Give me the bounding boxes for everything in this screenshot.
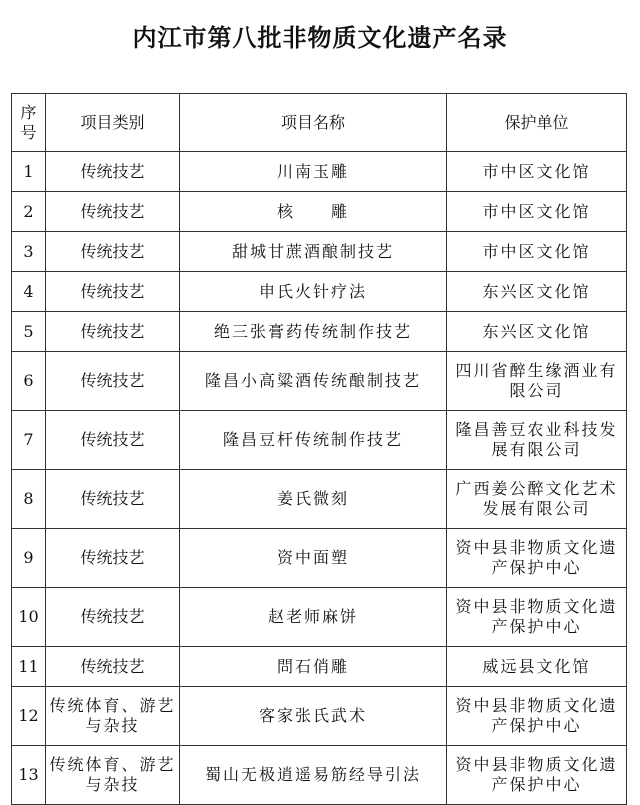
- row-category: 传统技艺: [46, 470, 180, 529]
- row-unit: 市中区文化馆: [447, 152, 627, 192]
- row-category: 传统技艺: [46, 232, 180, 272]
- row-no: 7: [12, 411, 46, 470]
- row-name: 川南玉雕: [180, 152, 447, 192]
- row-unit: 隆昌善豆农业科技发展有限公司: [447, 411, 627, 470]
- row-no: 6: [12, 352, 46, 411]
- row-unit: 广西姜公醉文化艺术发展有限公司: [447, 470, 627, 529]
- row-no: 9: [12, 529, 46, 588]
- row-category: 传统技艺: [46, 192, 180, 232]
- table-row: [12, 588, 627, 647]
- header-no: 序号: [12, 94, 46, 152]
- header-category: 项目类别: [46, 94, 180, 152]
- row-name: 蜀山无极逍遥易筋经导引法: [180, 746, 447, 805]
- header-name: 项目名称: [180, 94, 447, 152]
- row-unit: 东兴区文化馆: [447, 272, 627, 312]
- row-unit: 四川省醉生缘酒业有限公司: [447, 352, 627, 411]
- row-name: 申氏火针疗法: [180, 272, 447, 312]
- row-name: 隆昌豆杆传统制作技艺: [180, 411, 447, 470]
- table-row: [12, 192, 627, 232]
- row-unit: 资中县非物质文化遗产保护中心: [447, 588, 627, 647]
- row-unit: 威远县文化馆: [447, 647, 627, 687]
- document-title: 内江市第八批非物质文化遗产名录: [132, 23, 508, 52]
- table-row: [12, 470, 627, 529]
- row-name: 资中面塑: [180, 529, 447, 588]
- row-name: 绝三张膏药传统制作技艺: [180, 312, 447, 352]
- row-unit: 资中县非物质文化遗产保护中心: [447, 687, 627, 746]
- table-header-row: [12, 94, 627, 152]
- row-category: 传统技艺: [46, 352, 180, 411]
- row-name: 核 雕: [180, 192, 447, 232]
- row-no: 1: [12, 152, 46, 192]
- row-unit: 资中县非物质文化遗产保护中心: [447, 746, 627, 805]
- header-unit: 保护单位: [447, 94, 627, 152]
- table-row: [12, 352, 627, 411]
- row-unit: 市中区文化馆: [447, 192, 627, 232]
- row-name: 問石俏雕: [180, 647, 447, 687]
- row-no: 8: [12, 470, 46, 529]
- heritage-list-table: [11, 93, 627, 805]
- row-name: 甜城甘蔗酒酿制技艺: [180, 232, 447, 272]
- row-unit: 资中县非物质文化遗产保护中心: [447, 529, 627, 588]
- row-no: 11: [12, 647, 46, 687]
- row-category: 传统技艺: [46, 647, 180, 687]
- row-name: 赵老师麻饼: [180, 588, 447, 647]
- row-category: 传统技艺: [46, 272, 180, 312]
- table-row: [12, 687, 627, 746]
- row-category: 传统技艺: [46, 312, 180, 352]
- table-row: [12, 746, 627, 805]
- table-row: [12, 232, 627, 272]
- row-name: 客家张氏武术: [180, 687, 447, 746]
- row-no: 13: [12, 746, 46, 805]
- row-category: 传统技艺: [46, 411, 180, 470]
- row-category: 传统体育、游艺与杂技: [46, 746, 180, 805]
- table-row: [12, 152, 627, 192]
- table-row: [12, 312, 627, 352]
- row-unit: 市中区文化馆: [447, 232, 627, 272]
- row-unit: 东兴区文化馆: [447, 312, 627, 352]
- table-row: [12, 272, 627, 312]
- row-category: 传统体育、游艺与杂技: [46, 687, 180, 746]
- table-row: [12, 647, 627, 687]
- row-name: 姜氏微刻: [180, 470, 447, 529]
- row-name: 隆昌小高粱酒传统酿制技艺: [180, 352, 447, 411]
- table-row: [12, 411, 627, 470]
- row-category: 传统技艺: [46, 152, 180, 192]
- row-no: 10: [12, 588, 46, 647]
- row-category: 传统技艺: [46, 588, 180, 647]
- row-no: 3: [12, 232, 46, 272]
- row-no: 4: [12, 272, 46, 312]
- row-no: 2: [12, 192, 46, 232]
- row-category: 传统技艺: [46, 529, 180, 588]
- row-no: 5: [12, 312, 46, 352]
- row-no: 12: [12, 687, 46, 746]
- table-row: [12, 529, 627, 588]
